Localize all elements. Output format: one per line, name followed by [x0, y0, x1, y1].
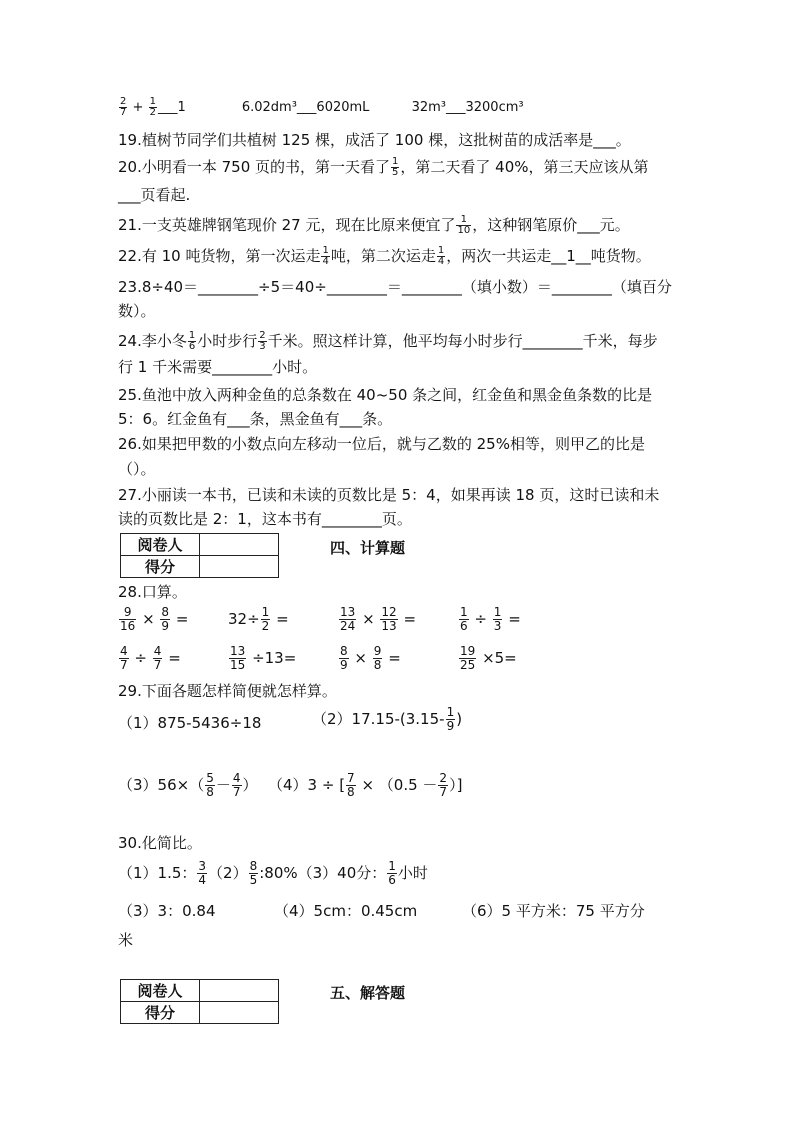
reviewer-cell[interactable]: [200, 534, 279, 556]
question-25: 25.鱼池中放入两种金鱼的总条数在 40~50 条之间，红金鱼和黑金鱼条数的比是: [118, 386, 653, 404]
q29-item-1: （1）875-5436÷18: [118, 714, 262, 732]
question-30: 30.化简比。: [118, 834, 202, 852]
question-26-cont: （）。: [118, 460, 156, 478]
question-21: 21.一支英雄牌钢笔现价 27 元，现在比原来便宜了 $\frac{1}{10}$ ，这种钢笔原价___元。: [118, 214, 630, 236]
score-label: 得分: [121, 1002, 200, 1024]
question-24: 24.李小冬 $\frac{1}{6}$ 小时步行 $\frac{2}{3}$ 千米。照这样计算，他平均每小时步行________千米，每步: [118, 330, 658, 352]
reviewer-cell[interactable]: [200, 980, 279, 1002]
score-cell[interactable]: [200, 556, 279, 578]
fraction: $\frac{1}{2}$: [149, 96, 156, 118]
q30-line-2c: （6）5 平方米：75 平方分: [462, 902, 645, 920]
score-cell[interactable]: [200, 1002, 279, 1024]
fraction: $\frac{2}{3}$: [259, 330, 266, 352]
fraction: $\frac{1}{4}$: [322, 245, 329, 267]
q29-item-3: （3）56×（ $\frac{5}{8}$ － $\frac{4}{7}$ ）: [118, 771, 258, 799]
question-28: 28.口算。: [118, 583, 187, 601]
score-table: [120, 533, 279, 578]
q30-line-2b: （4）5cm：0.45cm: [274, 902, 418, 920]
calc-item: $\frac{1}{6}$ ÷ $\frac{1}{3}$ =: [460, 605, 521, 633]
score-table: [120, 979, 279, 1024]
calc-item: $\frac{4}{7}$ ÷ $\frac{4}{7}$ =: [120, 644, 181, 672]
q18-tail: $\frac{2}{7}$ + $\frac{1}{2}$ ___1 6.02dm³___6020mL 32m³___3200cm³: [120, 96, 524, 118]
section-title: 四、计算题: [330, 539, 406, 557]
question-27: 27.小丽读一本书，已读和未读的页数比是 5：4，如果再读 18 页，这时已读和未: [118, 486, 660, 504]
question-25-cont: 5：6。红金鱼有___条，黑金鱼有___条。: [118, 410, 393, 428]
question-19: 19.植树节同学们共植树 125 棵，成活了 100 棵，这批树苗的成活率是___。: [118, 131, 631, 149]
calc-item: $\frac{19}{25}$ ×5=: [460, 644, 517, 672]
question-29: 29.下面各题怎样简便就怎样算。: [118, 682, 337, 700]
question-23-cont: 数）。: [118, 302, 156, 320]
fraction: $\frac{1}{4}$: [437, 245, 445, 267]
fraction: $\frac{2}{7}$: [120, 96, 127, 118]
fraction: $\frac{1}{10}$: [457, 214, 471, 236]
q30-line-1: （1）1.5： $\frac{3}{4}$ （2） $\frac{8}{5}$ :80%（3）40分： $\frac{1}{6}$ 小时: [118, 859, 428, 887]
calc-item: $\frac{9}{16}$ × $\frac{8}{9}$ =: [120, 605, 189, 633]
q30-line-2: （3）3：0.84: [118, 902, 216, 920]
reviewer-label: 阅卷人: [121, 980, 200, 1002]
question-27-cont: 读的页数比是 2：1，这本书有________页。: [118, 510, 412, 528]
calc-item: 32÷ $\frac{1}{2}$ =: [228, 605, 289, 633]
question-24-cont: 行 1 千米需要________小时。: [118, 358, 318, 376]
fraction: $\frac{1}{6}$: [188, 330, 196, 352]
reviewer-label: 阅卷人: [121, 534, 200, 556]
q30-line-2d: 米: [118, 931, 134, 949]
calc-item: $\frac{13}{24}$ × $\frac{12}{13}$ =: [340, 605, 417, 633]
question-22: 22.有 10 吨货物，第一次运走 $\frac{1}{4}$ 吨，第二次运走 $\frac{1}{4}$ ，两次一共运走__1__吨货物。: [118, 245, 651, 267]
question-20: 20.小明看一本 750 页的书，第一天看了 $\frac{1}{5}$ ，第二天看了 40%，第三天应该从第: [118, 156, 649, 178]
fraction: $\frac{1}{5}$: [392, 156, 399, 178]
calc-item: $\frac{8}{9}$ × $\frac{9}{8}$ =: [340, 644, 401, 672]
question-20-cont: ___页看起.: [118, 186, 191, 204]
question-23: 23.8÷40＝________÷5＝40÷________＝________（填小数）＝________（填百分: [118, 278, 672, 296]
score-label: 得分: [121, 556, 200, 578]
q29-item-2: （2）17.15-(3.15- $\frac{1}{9}$ ): [312, 705, 463, 733]
section-title: 五、解答题: [330, 984, 406, 1002]
q29-item-4: （4）3 ÷ [ $\frac{7}{8}$ × （0.5 － $\frac{2}{7}$ ）]: [268, 771, 463, 799]
calc-item: $\frac{13}{15}$ ÷13=: [230, 644, 297, 672]
question-26: 26.如果把甲数的小数点向左移动一位后，就与乙数的 25%相等，则甲乙的比是: [118, 435, 645, 453]
